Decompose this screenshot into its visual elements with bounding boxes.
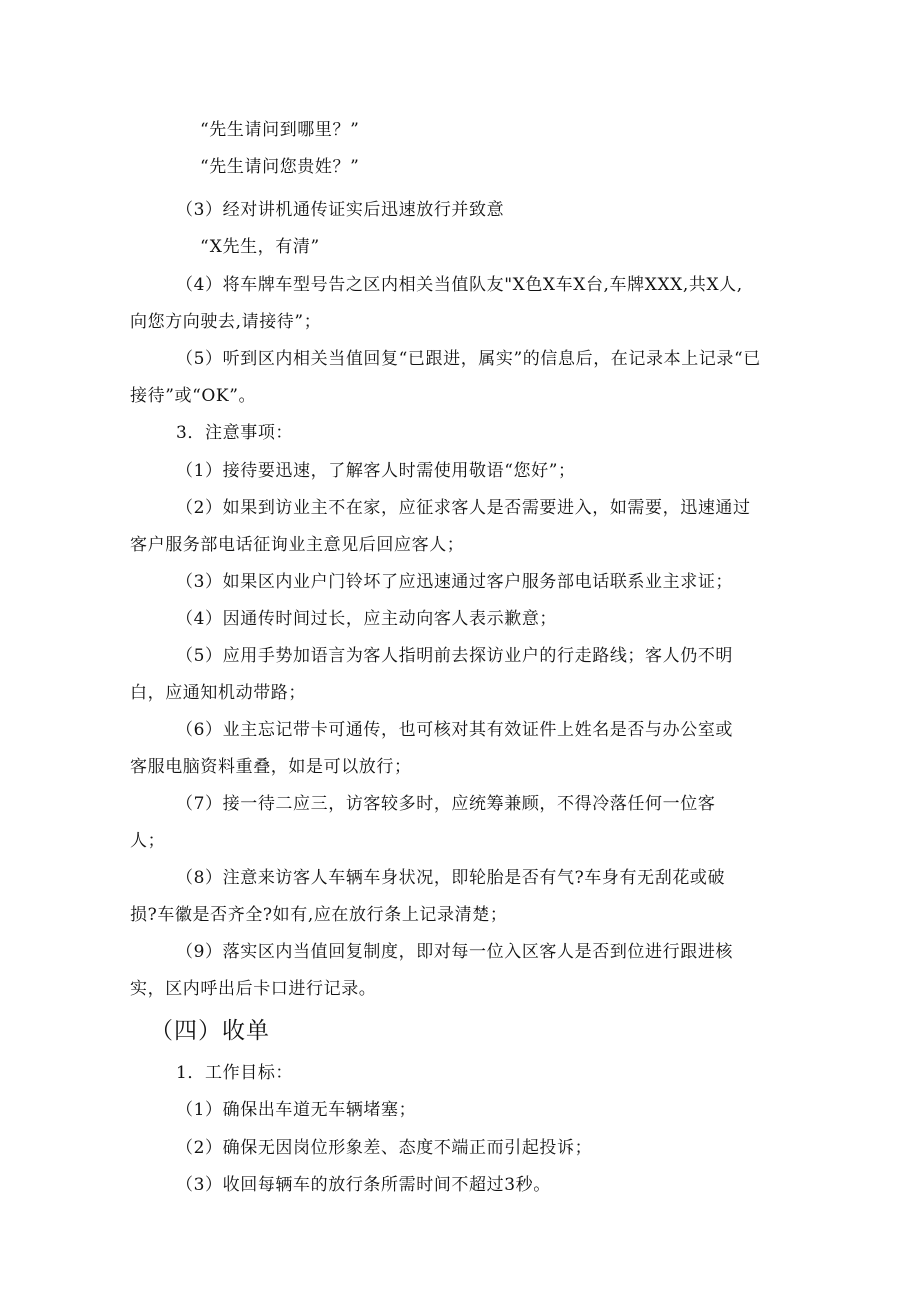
text-line: “X先生，有清” xyxy=(200,237,320,257)
chapter-heading: （四）收单 xyxy=(150,1018,270,1044)
text-line: （6）业主忘记带卡可通传，也可核对其有效证件上姓名是否与办公室或 xyxy=(176,720,734,740)
text-line: 实，区内呼出后卡口进行记录。 xyxy=(130,979,377,999)
text-line: （9）落实区内当值回复制度，即对每一位入区客人是否到位进行跟进核 xyxy=(176,942,734,962)
text-line: （4）因通传时间过长，应主动向客人表示歉意； xyxy=(176,609,558,629)
text-line: （5）应用手势加语言为客人指明前去探访业户的行走路线；客人仍不明 xyxy=(176,646,734,666)
section-heading: 3．注意事项： xyxy=(176,423,294,443)
text-line: （5）听到区内相关当值回复“已跟进，属实”的信息后，在记录本上记录“已 xyxy=(176,349,761,369)
text-line: 客服电脑资料重叠，如是可以放行； xyxy=(130,757,412,777)
text-line: （3）如果区内业户门铃坏了应迅速通过客户服务部电话联系业主求证； xyxy=(176,572,734,592)
text-line: （7）接一待二应三，访客较多时，应统筹兼顾，不得冷落任何一位客 xyxy=(176,794,716,814)
text-line: 接待”或“OK”。 xyxy=(130,386,257,406)
text-line: （1）接待要迅速，了解客人时需使用敬语“您好”； xyxy=(176,461,576,481)
text-line: （2）确保无因岗位形象差、态度不端正而引起投诉； xyxy=(176,1138,593,1158)
text-line: （4）将车牌车型号告之区内相关当值队友"X色X车X台,车牌XXX,共X人, xyxy=(176,275,743,295)
text-line: （8）注意来访客人车辆车身状况，即轮胎是否有气?车身有无刮花或破 xyxy=(176,868,726,888)
text-line: 白，应通知机动带路； xyxy=(130,683,306,703)
text-line: （1）确保出车道无车辆堵塞； xyxy=(176,1100,417,1120)
text-line: 损?车徽是否齐全?如有,应在放行条上记录清楚； xyxy=(130,905,508,925)
text-line: （3）经对讲机通传证实后迅速放行并致意 xyxy=(176,200,505,220)
section-heading: 1．工作目标： xyxy=(176,1063,294,1083)
text-line: （2）如果到访业主不在家，应征求客人是否需要进入，如需要，迅速通过 xyxy=(176,498,751,518)
text-line: 客户服务部电话征询业主意见后回应客人； xyxy=(130,535,465,555)
text-line: 人； xyxy=(130,831,166,851)
text-line: （3）收回每辆车的放行条所需时间不超过3秒。 xyxy=(176,1175,551,1195)
text-line: “先生请问您贵姓？” xyxy=(200,157,360,177)
text-line: “先生请问到哪里？” xyxy=(200,120,360,140)
text-line: 向您方向驶去,请接待”； xyxy=(130,312,322,332)
